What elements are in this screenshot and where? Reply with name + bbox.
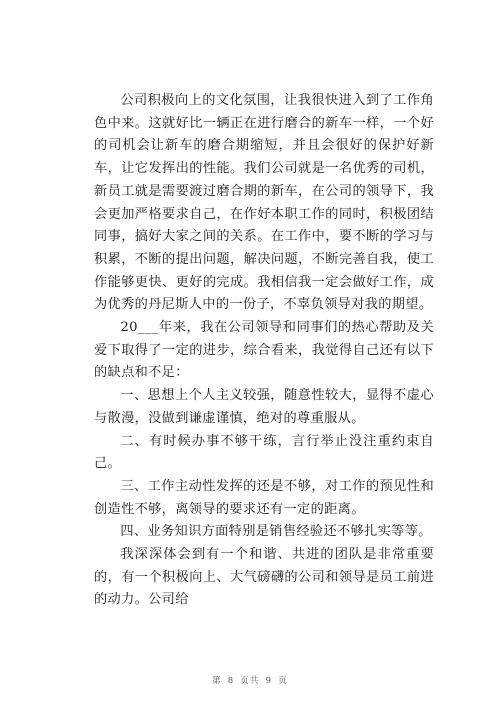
paragraph-shortcoming-3: 三、工作主动性发挥的还是不够，对工作的预见性和创造性不够，离领导的要求还有一定的距离。: [94, 478, 434, 517]
paragraph-year-summary: 20___年来，我在公司领导和同事们的热心帮助及关爱下取得了一定的进步，综合看来，我觉得自己还有以下的缺点和不足：: [94, 320, 434, 381]
footer-suffix: 页: [278, 676, 288, 686]
paragraph-team-reflection: 我深深体会到有一个和谐、共进的团队是非常重要的，有一个积极向上、大气磅礴的公司和领导是员工前进的动力。公司给: [94, 547, 434, 608]
paragraph-shortcoming-4: 四、业务知识方面特别是销售经验还不够扎实等等。: [120, 524, 432, 540]
paragraph-shortcoming-1: 一、思想上个人主义较强，随意性较大，显得不虚心与散漫，没做到谦虚谨慎，绝对的尊重服从。: [94, 388, 434, 426]
document-body: [94, 90, 434, 612]
footer-total-pages: 9: [265, 676, 273, 686]
page-footer: [0, 674, 500, 686]
footer-middle: 页共: [240, 676, 260, 686]
paragraph-shortcoming-2: 二、有时候办事不够干练，言行举止没注重约束自己。: [94, 433, 434, 472]
footer-prefix: 第: [212, 676, 222, 686]
paragraph-company-culture: 公司积极向上的文化氛围，让我很快进入到了工作角色中来。这就好比一辆正在进行磨合的新车一样，一个好的司机会让新车的磨合期缩短，并且会很好的保护好新车，让它发挥出的性能。我们公司就是一名优秀的司机，新员工就是需要渡过磨合期的新车，在公司的领导下，我会更加严格要求自己，在作好本职工作的同时，积极团结同事，搞好大家之间的关系。在工作中，要不断的学习与积累，不断的提出问题，解决问题，不断完善自我，使工作能够更快、更好的完成。我相信我一定会做好工作，成为优秀的丹尼斯人中的一份子，不辜负领导对我的期望。: [94, 93, 434, 313]
footer-current-page: 8: [227, 676, 235, 686]
